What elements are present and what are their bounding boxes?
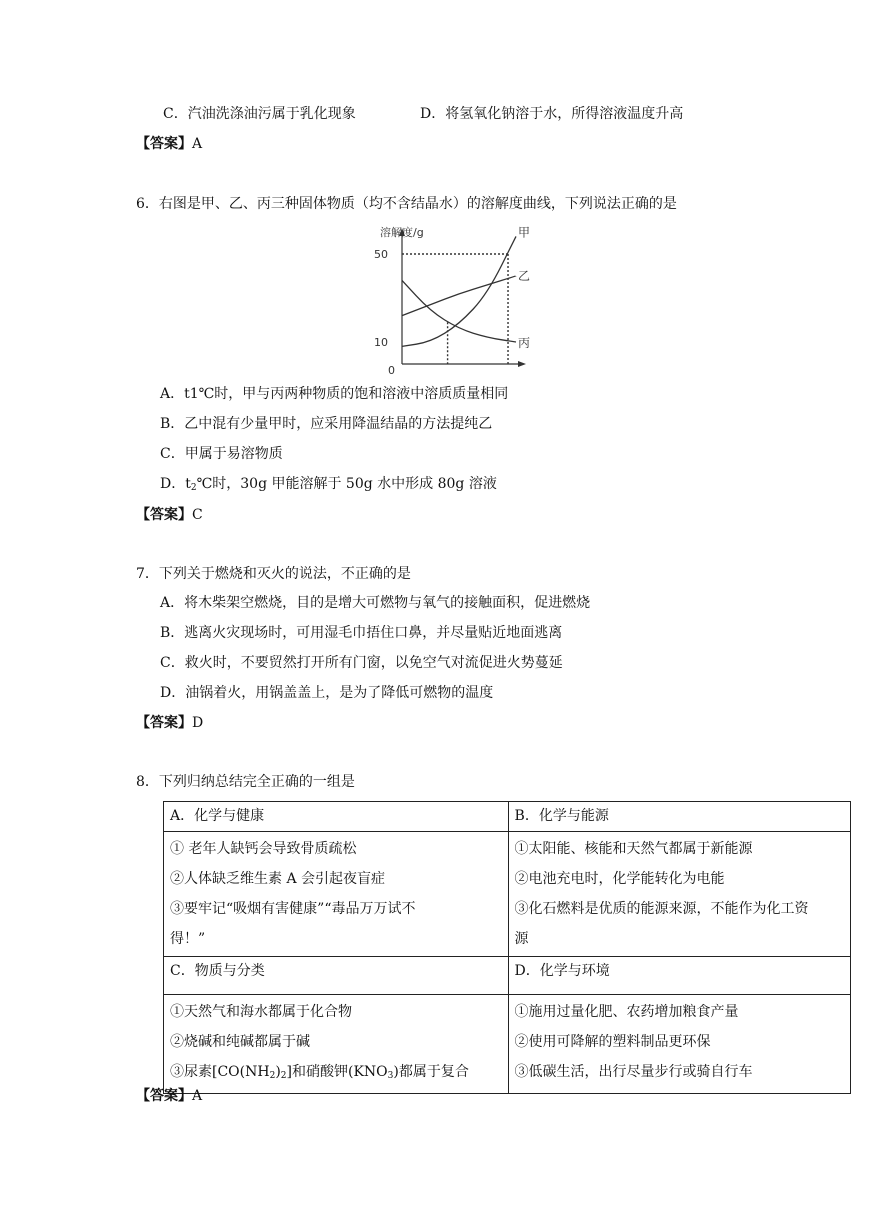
x-axis-arrow <box>518 361 526 367</box>
cell-c-item-3-d: )都属于复合 <box>393 1064 469 1080</box>
q7-stem: 7．下列关于燃烧和灭火的说法，不正确的是 <box>136 566 411 582</box>
answer-label: 【答案】 <box>136 507 192 523</box>
cell-a-item-1: ① 老年人缺钙会导致骨质疏松 <box>170 841 357 857</box>
q6-option-c: C．甲属于易溶物质 <box>160 446 283 462</box>
series-label: 甲 <box>518 225 530 240</box>
series-line-甲 <box>402 236 516 346</box>
subscript: 2 <box>280 1071 287 1081</box>
answer-value: C <box>192 507 203 523</box>
q7-option-b: B．逃离火灾现场时，可用湿毛巾捂住口鼻，并尽量贴近地面逃离 <box>160 625 563 641</box>
cell-b-item-2: ②电池充电时，化学能转化为电能 <box>514 871 725 887</box>
cell-c-body <box>164 995 509 1094</box>
q6-option-d-subscript: 2 <box>190 483 197 493</box>
q7-option-c: C．救火时，不要贸然打开所有门窗，以免空气对流促进火势蔓延 <box>160 655 563 671</box>
cell-b-item-3: ③化石燃料是优质的能源来源，不能作为化工资 <box>514 901 809 917</box>
table-row <box>164 995 851 1094</box>
q5-answer <box>136 134 202 154</box>
series-line-乙 <box>402 276 516 316</box>
q7-option-a: A．将木柴架空燃烧，目的是增大可燃物与氧气的接触面积，促进燃烧 <box>160 595 591 611</box>
q6-option-d <box>160 474 497 498</box>
q6-option-d-prefix: D．t <box>160 476 191 492</box>
subscript: 3 <box>387 1071 394 1081</box>
answer-label: 【答案】 <box>136 715 192 731</box>
series-label: 乙 <box>518 269 530 283</box>
answer-value: A <box>192 136 203 152</box>
cell-b-item-1: ①太阳能、核能和天然气都属于新能源 <box>514 841 753 857</box>
cell-d-head: D．化学与环境 <box>508 957 850 995</box>
cell-b-item-3-cont: 源 <box>514 931 529 947</box>
summary-table <box>163 801 851 1094</box>
cell-a-item-3-cont: 得！” <box>170 931 206 947</box>
table-row <box>164 957 851 995</box>
q5-option-d: D．将氢氧化钠溶于水，所得溶液温度升高 <box>420 106 684 122</box>
q8-answer <box>136 1086 202 1106</box>
cell-a-item-2: ②人体缺乏维生素 A 会引起夜盲症 <box>170 871 386 887</box>
cell-a-body <box>164 832 509 957</box>
q6-option-a: A．t1℃时，甲与丙两种物质的饱和溶液中溶质质量相同 <box>160 386 509 402</box>
cell-c-item-1: ①天然气和海水都属于化合物 <box>170 1004 352 1020</box>
series-label: 丙 <box>518 336 530 350</box>
chart-origin-label: 0 <box>388 364 395 377</box>
cell-b-head: B．化学与能源 <box>508 802 850 832</box>
q7-answer <box>136 713 203 733</box>
cell-c-item-2: ②烧碱和纯碱都属于碱 <box>170 1034 310 1050</box>
cell-d-body <box>508 995 850 1094</box>
y-tick-label: 10 <box>374 336 388 349</box>
table-row <box>164 832 851 957</box>
q5-option-c: C．汽油洗涤油污属于乳化现象 <box>163 106 356 122</box>
cell-c-head: C．物质与分类 <box>164 957 509 995</box>
q8-stem: 8．下列归纳总结完全正确的一组是 <box>136 774 355 790</box>
series-line-丙 <box>402 280 516 342</box>
cell-a-item-3: ③要牢记“吸烟有害健康”“毒品万万试不 <box>170 901 416 917</box>
cell-d-item-2: ②使用可降解的塑料制品更环保 <box>514 1034 711 1050</box>
q7-option-d: D．油锅着火，用锅盖盖上，是为了降低可燃物的温度 <box>160 685 494 701</box>
cell-d-item-3: ③低碳生活，出行尽量步行或骑自行车 <box>514 1064 753 1080</box>
y-tick-label: 50 <box>374 248 388 261</box>
cell-c-item-3-a: ③尿素[CO(NH <box>170 1064 270 1080</box>
q6-answer <box>136 505 203 525</box>
cell-a-head: A．化学与健康 <box>164 802 509 832</box>
chart-ylabel: 溶解度/g <box>380 226 424 239</box>
cell-d-item-1: ①施用过量化肥、农药增加粮食产量 <box>514 1004 739 1020</box>
cell-c-item-3 <box>170 1057 502 1091</box>
table-row <box>164 802 851 832</box>
q6-option-b: B．乙中混有少量甲时，应采用降温结晶的方法提纯乙 <box>160 416 493 432</box>
subscript: 2 <box>269 1071 276 1081</box>
q6-option-d-text: ℃时，30g 甲能溶解于 50g 水中形成 80g 溶液 <box>196 476 497 492</box>
answer-value: A <box>192 1088 203 1104</box>
q6-stem: 6．右图是甲、乙、丙三种固体物质（均不含结晶水）的溶解度曲线，下列说法正确的是 <box>136 196 677 212</box>
answer-label: 【答案】 <box>136 136 192 152</box>
solubility-chart <box>370 222 530 377</box>
cell-c-item-3-c: ]和硝酸钾(KNO <box>286 1064 388 1080</box>
cell-b-body <box>508 832 850 957</box>
answer-value: D <box>192 715 204 731</box>
cell-c-item-3-b: ) <box>275 1064 281 1080</box>
answer-label: 【答案】 <box>136 1088 192 1104</box>
